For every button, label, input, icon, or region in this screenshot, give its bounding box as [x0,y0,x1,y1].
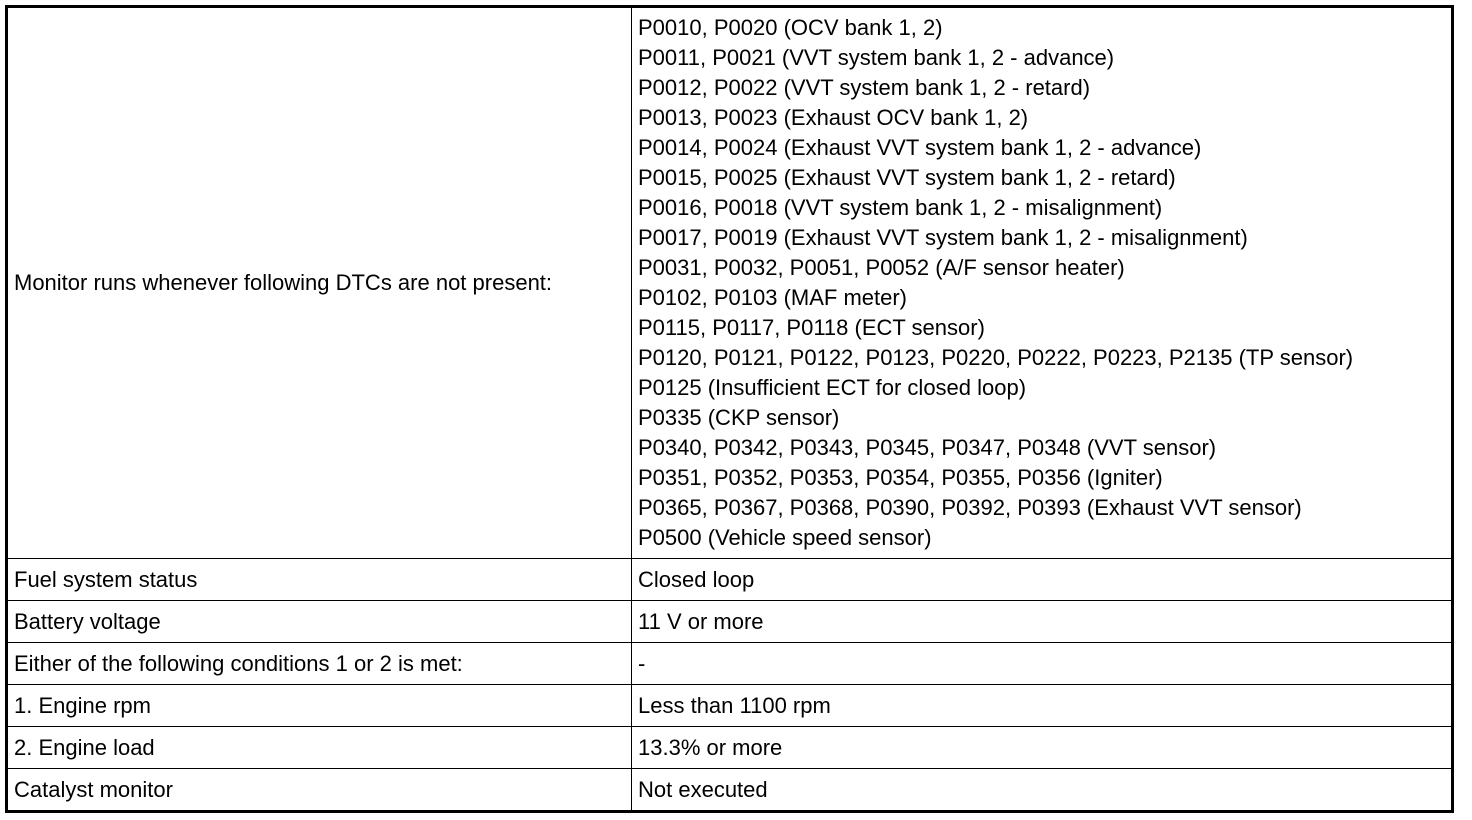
fuel-system-row [7,559,1453,601]
dtc-item: P0013, P0023 (Exhaust OCV bank 1, 2) [638,105,1029,130]
dtc-item: P0365, P0367, P0368, P0390, P0392, P0393 (Exhaust VVT sensor) [638,495,1302,520]
dtc-item: P0012, P0022 (VVT system bank 1, 2 - retard) [638,75,1091,100]
fuel-system-value: Closed loop [632,559,1453,601]
catalyst-monitor-label: Catalyst monitor [7,769,632,812]
fuel-system-label: Fuel system status [7,559,632,601]
dtc-item: P0031, P0032, P0051, P0052 (A/F sensor heater) [638,255,1125,280]
dtc-item: P0120, P0121, P0122, P0123, P0220, P0222, P0223, P2135 (TP sensor) [638,345,1354,370]
dtc-item: P0115, P0117, P0118 (ECT sensor) [638,315,985,340]
dtc-item: P0017, P0019 (Exhaust VVT system bank 1, 2 - misalignment) [638,225,1248,250]
dtc-item: P0500 (Vehicle speed sensor) [638,525,932,550]
catalyst-monitor-row [7,769,1453,812]
battery-voltage-row [7,601,1453,643]
dtc-row [7,7,1453,559]
catalyst-monitor-value: Not executed [632,769,1453,812]
battery-voltage-value: 11 V or more [632,601,1453,643]
either-condition-row [7,643,1453,685]
engine-rpm-value: Less than 1100 rpm [632,685,1453,727]
engine-load-value: 13.3% or more [632,727,1453,769]
dtc-item: P0125 (Insufficient ECT for closed loop) [638,375,1027,400]
dtc-item: P0016, P0018 (VVT system bank 1, 2 - misalignment) [638,195,1163,220]
engine-load-label: 2. Engine load [7,727,632,769]
dtc-item: P0102, P0103 (MAF meter) [638,285,908,310]
engine-load-row [7,727,1453,769]
engine-rpm-row [7,685,1453,727]
dtc-list [632,7,1453,559]
battery-voltage-label: Battery voltage [7,601,632,643]
dtc-item: P0015, P0025 (Exhaust VVT system bank 1, 2 - retard) [638,165,1176,190]
monitor-conditions-table [5,5,1454,813]
dtc-item: P0351, P0352, P0353, P0354, P0355, P0356 (Igniter) [638,465,1163,490]
engine-rpm-label: 1. Engine rpm [7,685,632,727]
dtc-item: P0014, P0024 (Exhaust VVT system bank 1, 2 - advance) [638,135,1202,160]
either-condition-label: Either of the following conditions 1 or 2 is met: [7,643,632,685]
dtc-item: P0335 (CKP sensor) [638,405,840,430]
dtc-item: P0010, P0020 (OCV bank 1, 2) [638,15,943,40]
dtc-label: Monitor runs whenever following DTCs are not present: [7,7,632,559]
dtc-item: P0340, P0342, P0343, P0345, P0347, P0348 (VVT sensor) [638,435,1217,460]
either-condition-value: - [632,643,1453,685]
dtc-item: P0011, P0021 (VVT system bank 1, 2 - advance) [638,45,1115,70]
